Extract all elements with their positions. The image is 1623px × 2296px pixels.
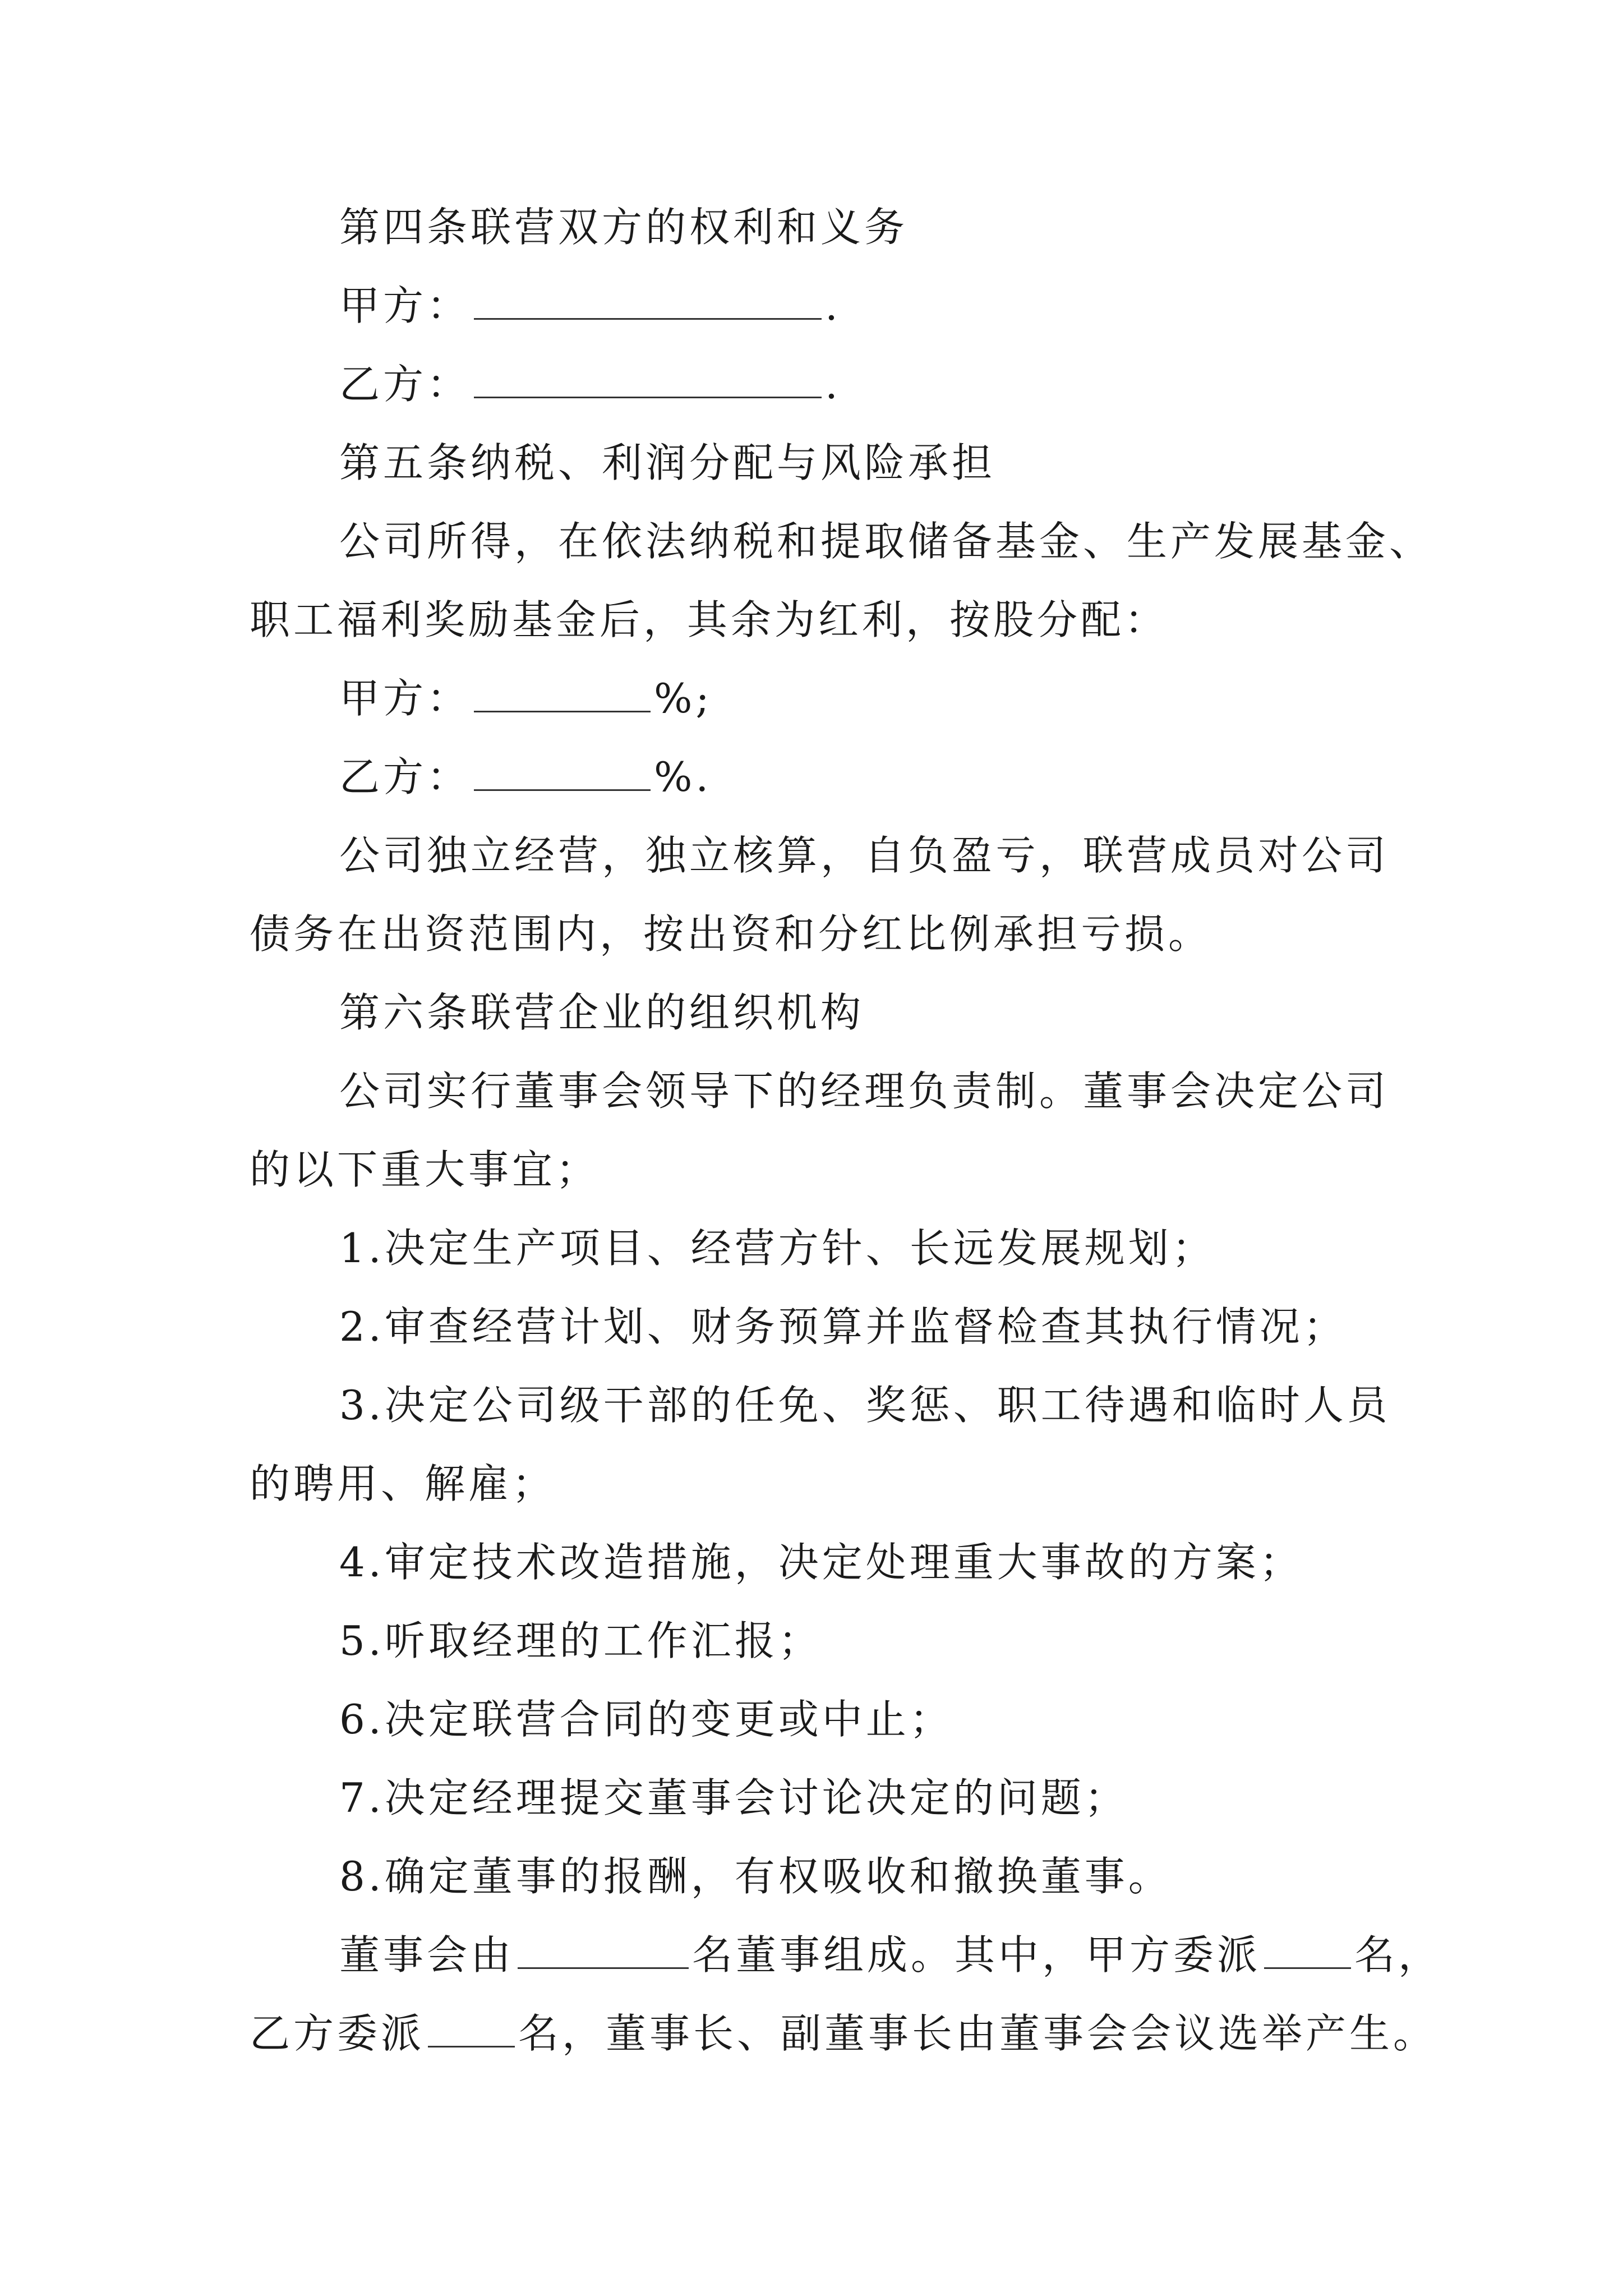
period: . — [825, 361, 841, 408]
board-text: 名，董事长、副董事长由董事会会议选举产生。 — [518, 2010, 1437, 2057]
article-6-para-1-line-1: 公司实行董事会领导下的经理负责制。董事会决定公司 — [339, 1068, 1390, 1115]
party-a-rights-blank[interactable] — [474, 279, 822, 320]
list-item: 3.决定公司级干部的任免、奖惩、职工待遇和临时人员 — [339, 1382, 1391, 1429]
party-a-label: 甲方： — [339, 282, 471, 329]
list-item-continuation: 的聘用、解雇； — [250, 1460, 556, 1507]
percent-suffix: %; — [654, 675, 713, 722]
board-text: 名， — [1354, 1931, 1442, 1978]
list-item: 1.决定生产项目、经营方针、长远发展规划； — [339, 1225, 1216, 1272]
article-6-para-1-line-2: 的以下重大事宜； — [250, 1146, 600, 1193]
board-text: 董事会由 — [339, 1931, 515, 1978]
party-a-share-blank[interactable] — [474, 671, 651, 712]
article-5-para-2-line-1: 公司独立经营，独立核算，自负盈亏，联营成员对公司 — [339, 832, 1390, 879]
board-text: 名董事组成。其中，甲方委派 — [692, 1931, 1261, 1978]
list-item: 8.确定董事的报酬，有权吸收和撤换董事。 — [339, 1853, 1172, 1900]
article-6-title: 第六条联营企业的组织机构 — [339, 989, 865, 1036]
party-a-share-line — [339, 670, 713, 726]
list-item: 5.听取经理的工作汇报； — [339, 1617, 822, 1664]
list-item: 4.审定技术改造措施，决定处理重大事故的方案； — [339, 1539, 1303, 1586]
list-item: 6.决定联营合同的变更或中止； — [339, 1696, 953, 1743]
party-a-directors-blank[interactable] — [1264, 1928, 1351, 1969]
percent-suffix: %. — [654, 753, 712, 800]
board-composition-line-2 — [250, 2005, 1437, 2062]
article-4-title: 第四条联营双方的权利和义务 — [339, 204, 909, 251]
party-b-share-blank[interactable] — [474, 750, 651, 791]
board-composition-line-1 — [339, 1927, 1442, 1983]
party-a-label: 甲方： — [339, 675, 471, 722]
article-5-para-1-line-1: 公司所得，在依法纳税和提取储备基金、生产发展基金、 — [339, 518, 1433, 565]
article-5-para-2-line-2: 债务在出资范围内，按出资和分红比例承担亏损。 — [250, 910, 1212, 958]
article-5-para-1-line-2: 职工福利奖励基金后，其余为红利，按股分配： — [250, 596, 1169, 643]
party-b-label: 乙方： — [339, 361, 471, 408]
list-item: 2.审查经营计划、财务预算并监督检查其执行情况； — [339, 1303, 1347, 1350]
party-b-label: 乙方： — [339, 753, 471, 800]
article-5-title: 第五条纳税、利润分配与风险承担 — [339, 439, 996, 486]
board-text: 乙方委派 — [250, 2010, 425, 2057]
period: . — [825, 282, 841, 329]
party-b-share-line — [339, 749, 712, 805]
party-a-rights-line — [339, 278, 841, 334]
list-item: 7.决定经理提交董事会讨论决定的问题； — [339, 1774, 1128, 1821]
party-b-rights-blank[interactable] — [474, 357, 822, 398]
board-size-blank[interactable] — [518, 1928, 689, 1969]
party-b-rights-line — [339, 356, 841, 412]
party-b-directors-blank[interactable] — [428, 2007, 515, 2047]
